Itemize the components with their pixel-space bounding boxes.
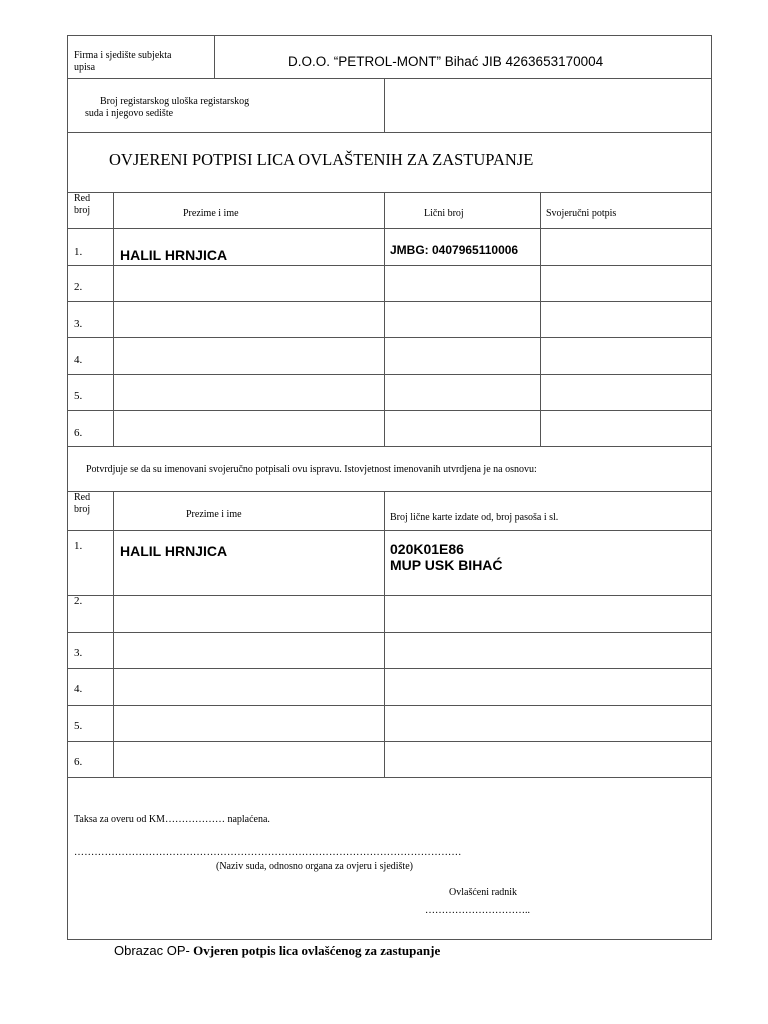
row-divider [68, 410, 711, 411]
row-divider [68, 632, 711, 633]
table1-col-signature: Svojeručni potpis [546, 208, 617, 219]
row-divider [68, 741, 711, 742]
column-divider [384, 491, 385, 777]
table1-col-no-line2: broj [74, 204, 91, 216]
table2-row-name: HALIL HRNJICA [120, 543, 228, 559]
column-divider [384, 78, 385, 132]
table1-row-number: 5. [74, 390, 83, 402]
table2-row-document [390, 541, 503, 573]
table2-col-name: Prezime i ime [186, 509, 242, 520]
row-divider [68, 777, 711, 778]
row-divider [68, 132, 711, 133]
row-divider [68, 301, 711, 302]
table1-col-no [74, 193, 90, 216]
row-divider [68, 491, 711, 492]
tax-text: Taksa za overu od KM……………… naplaćena. [74, 814, 270, 825]
firm-label [74, 50, 172, 73]
column-divider [113, 491, 114, 777]
registry-label-line1: Broj registarskog uloška registarskog [100, 96, 250, 107]
table2-col-no-line2: broj [74, 503, 91, 515]
row-divider [68, 78, 711, 79]
table2-row-number: 4. [74, 683, 83, 695]
officer-label: Ovlašćeni radnik [449, 887, 518, 898]
row-divider [68, 337, 711, 338]
table1-col-name: Prezime i ime [183, 208, 239, 219]
confirmation-text: Potvrdjuje se da su imenovani svojeručno potpisali ovu ispravu. Istovjetnost imenovanih utvrdjena je na osnovu: [86, 464, 537, 475]
table2-row-number: 5. [74, 720, 83, 732]
column-divider [113, 192, 114, 446]
officer-dotted-line: ………………………….. [425, 905, 530, 916]
table2-row-number: 1. [74, 540, 83, 552]
row-divider [68, 668, 711, 669]
row-divider [68, 265, 711, 266]
form-footer [114, 943, 440, 959]
table2-row-document-line1: 020K01E86 [390, 541, 464, 557]
table1-col-no-line1: Red [74, 193, 91, 204]
row-divider [68, 595, 711, 596]
firm-label-line2: upisa [74, 61, 96, 73]
court-caption: (Naziv suda, odnosno organa za ovjeru i sjedište) [216, 861, 413, 872]
table1-col-id: Lični broj [424, 208, 464, 219]
footer-title: Ovjeren potpis lica ovlašćenog za zastupanje [193, 943, 441, 958]
row-divider [68, 374, 711, 375]
firm-value: D.O.O. “PETROL-MONT” Bihać JIB 4263653170004 [288, 54, 604, 69]
table2-row-document-line2: MUP USK BIHAĆ [390, 557, 503, 574]
table2-row-number: 6. [74, 756, 83, 768]
table1-row-id: JMBG: 0407965110006 [390, 243, 519, 257]
firm-label-line1: Firma i sjedište subjekta [74, 50, 172, 61]
row-divider [68, 446, 711, 447]
registry-label-line2: suda i njegovo sedište [85, 107, 174, 119]
row-divider [68, 530, 711, 531]
registry-label [85, 96, 250, 119]
table1-row-number: 4. [74, 354, 83, 366]
row-divider [68, 705, 711, 706]
table2-row-number: 3. [74, 647, 83, 659]
table1-row-number: 1. [74, 246, 83, 258]
certification-form [67, 35, 712, 940]
row-divider [68, 192, 711, 193]
table1-row-number: 2. [74, 281, 83, 293]
row-divider [68, 228, 711, 229]
table2-col-no [74, 492, 90, 515]
footer-prefix: Obrazac OP- [114, 943, 190, 958]
form-title: OVJERENI POTPISI LICA OVLAŠTENIH ZA ZASTUPANJE [109, 150, 534, 169]
column-divider [384, 192, 385, 446]
table2-col-no-line1: Red [74, 492, 91, 503]
table1-row-number: 6. [74, 427, 83, 439]
column-divider [540, 192, 541, 446]
table1-row-number: 3. [74, 318, 83, 330]
table2-row-number: 2. [74, 595, 83, 607]
court-dotted-line: …………………………………………………………………………………………………… [74, 847, 462, 858]
column-divider [214, 36, 215, 78]
table2-col-document: Broj lične karte izdate od, broj pasoša i sl. [390, 512, 559, 523]
table1-row-name: HALIL HRNJICA [120, 247, 228, 263]
